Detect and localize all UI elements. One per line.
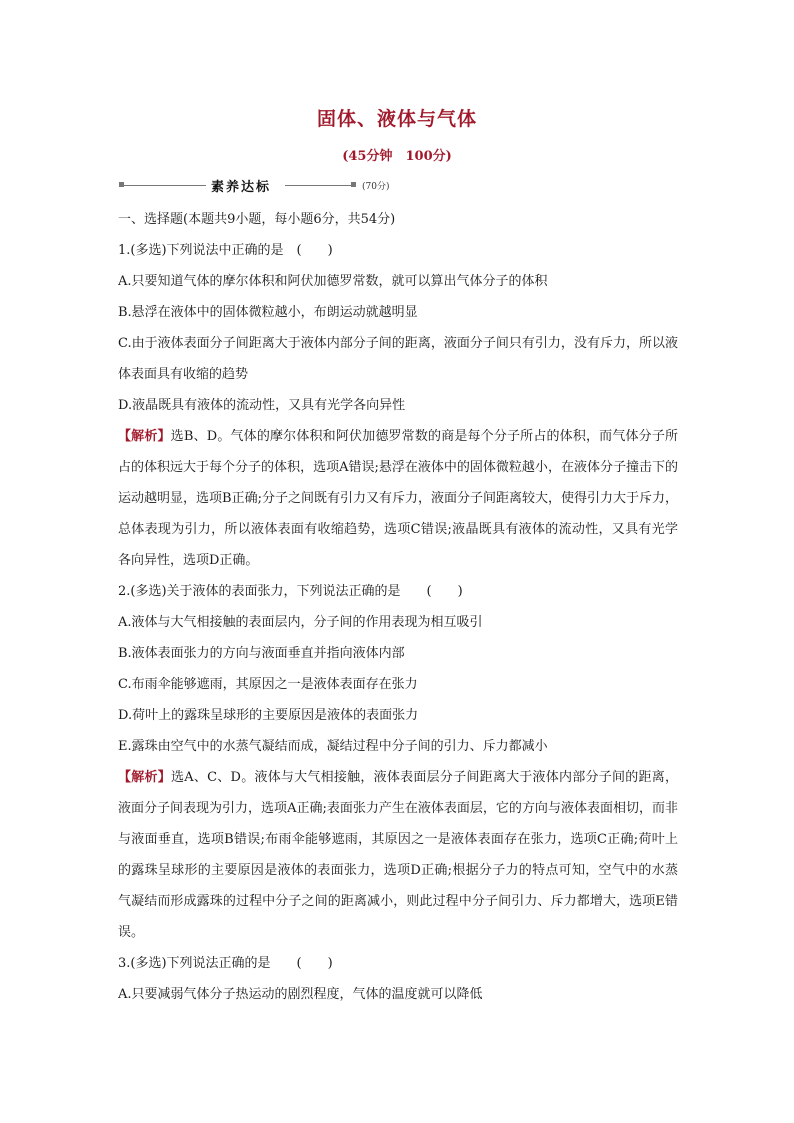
question-2 bbox=[118, 576, 678, 948]
option-d: D.荷叶上的露珠呈球形的主要原因是液体的表面张力 bbox=[118, 708, 419, 723]
option-a: A.只要知道气体的摩尔体积和阿伏加德罗常数，就可以算出气体分子的体积 bbox=[118, 274, 548, 289]
section-bar-right-dot bbox=[351, 182, 356, 187]
page-title: 固体、液体与气体 bbox=[316, 108, 477, 130]
option-b: B.液体表面张力的方向与液面垂直并指向液体内部 bbox=[118, 646, 405, 661]
instructions: 一、选择题(本题共9小题，每小题6分，共54分) bbox=[118, 212, 396, 227]
option-c: C.布雨伞能够遮雨，其原因之一是液体表面存在张力 bbox=[118, 677, 418, 692]
section-bar-right-line bbox=[285, 185, 351, 186]
analysis bbox=[118, 762, 678, 948]
analysis-tag: 【解析】 bbox=[118, 429, 171, 444]
analysis-text: 选B、D。气体的摩尔体积和阿伏加德罗常数的商是每个分子所占的体积，而气体分子所占的体积远大于每个分子的体积，选项A错误;悬浮在液体中的固体微粒越小，在液体分子撞击下的运动越明显，选项B正确;分子之间既有引力又有斥力，液面分子间距离较大，使得引力大于斥力，总体表现为引力，所以液体表面有收缩趋势，选项C错误;液晶既具有液体的流动性，又具有光学各向异性，选项D正确。 bbox=[118, 429, 678, 568]
question-stem: 3.(多选)下列说法正确的是 ( ) bbox=[118, 956, 333, 971]
option-d: D.液晶既具有液体的流动性，又具有光学各向异性 bbox=[118, 398, 406, 413]
option-a: A.液体与大气相接触的表面层内，分子间的作用表现为相互吸引 bbox=[118, 615, 483, 630]
section-score: (70分) bbox=[362, 182, 390, 192]
option-c: C.由于液体表面分子间距离大于液体内部分子间的距离，液面分子间只有引力，没有斥力，所以液体表面具有收缩的趋势 bbox=[118, 336, 678, 382]
question-3 bbox=[118, 948, 678, 1010]
section-header bbox=[119, 176, 559, 194]
analysis-tag: 【解析】 bbox=[118, 770, 171, 785]
question-stem: 1.(多选)下列说法中正确的是 ( ) bbox=[118, 243, 333, 258]
analysis bbox=[118, 421, 678, 576]
question-stem: 2.(多选)关于液体的表面张力，下列说法正确的是 ( ) bbox=[118, 584, 463, 599]
option-a: A.只要减弱气体分子热运动的剧烈程度，气体的温度就可以降低 bbox=[118, 987, 483, 1002]
option-b: B.悬浮在液体中的固体微粒越小，布朗运动就越明显 bbox=[118, 305, 418, 320]
page-subtitle: (45分钟 100分) bbox=[342, 149, 452, 164]
section-label: 素养达标 bbox=[211, 180, 272, 195]
section-bar-left-line bbox=[124, 185, 206, 186]
question-1 bbox=[118, 235, 678, 576]
analysis-text: 选A、C、D。液体与大气相接触，液体表面层分子间距离大于液体内部分子间的距离，液面分子间表现为引力，选项A正确;表面张力产生在液体表面层，它的方向与液体表面相切，而非与液面垂直，选项B错误;布雨伞能够遮雨，其原因之一是液体表面存在张力，选项C正确;荷叶上的露珠呈球形的主要原因是液体的表面张力，选项D正确;根据分子力的特点可知，空气中的水蒸气凝结而形成露珠的过程中分子之间的距离减小，则此过程中分子间引力、斥力都增大，选项E错误。 bbox=[118, 770, 678, 940]
document-body bbox=[118, 204, 678, 1010]
option-e: E.露珠由空气中的水蒸气凝结而成，凝结过程中分子间的引力、斥力都减小 bbox=[118, 739, 548, 754]
